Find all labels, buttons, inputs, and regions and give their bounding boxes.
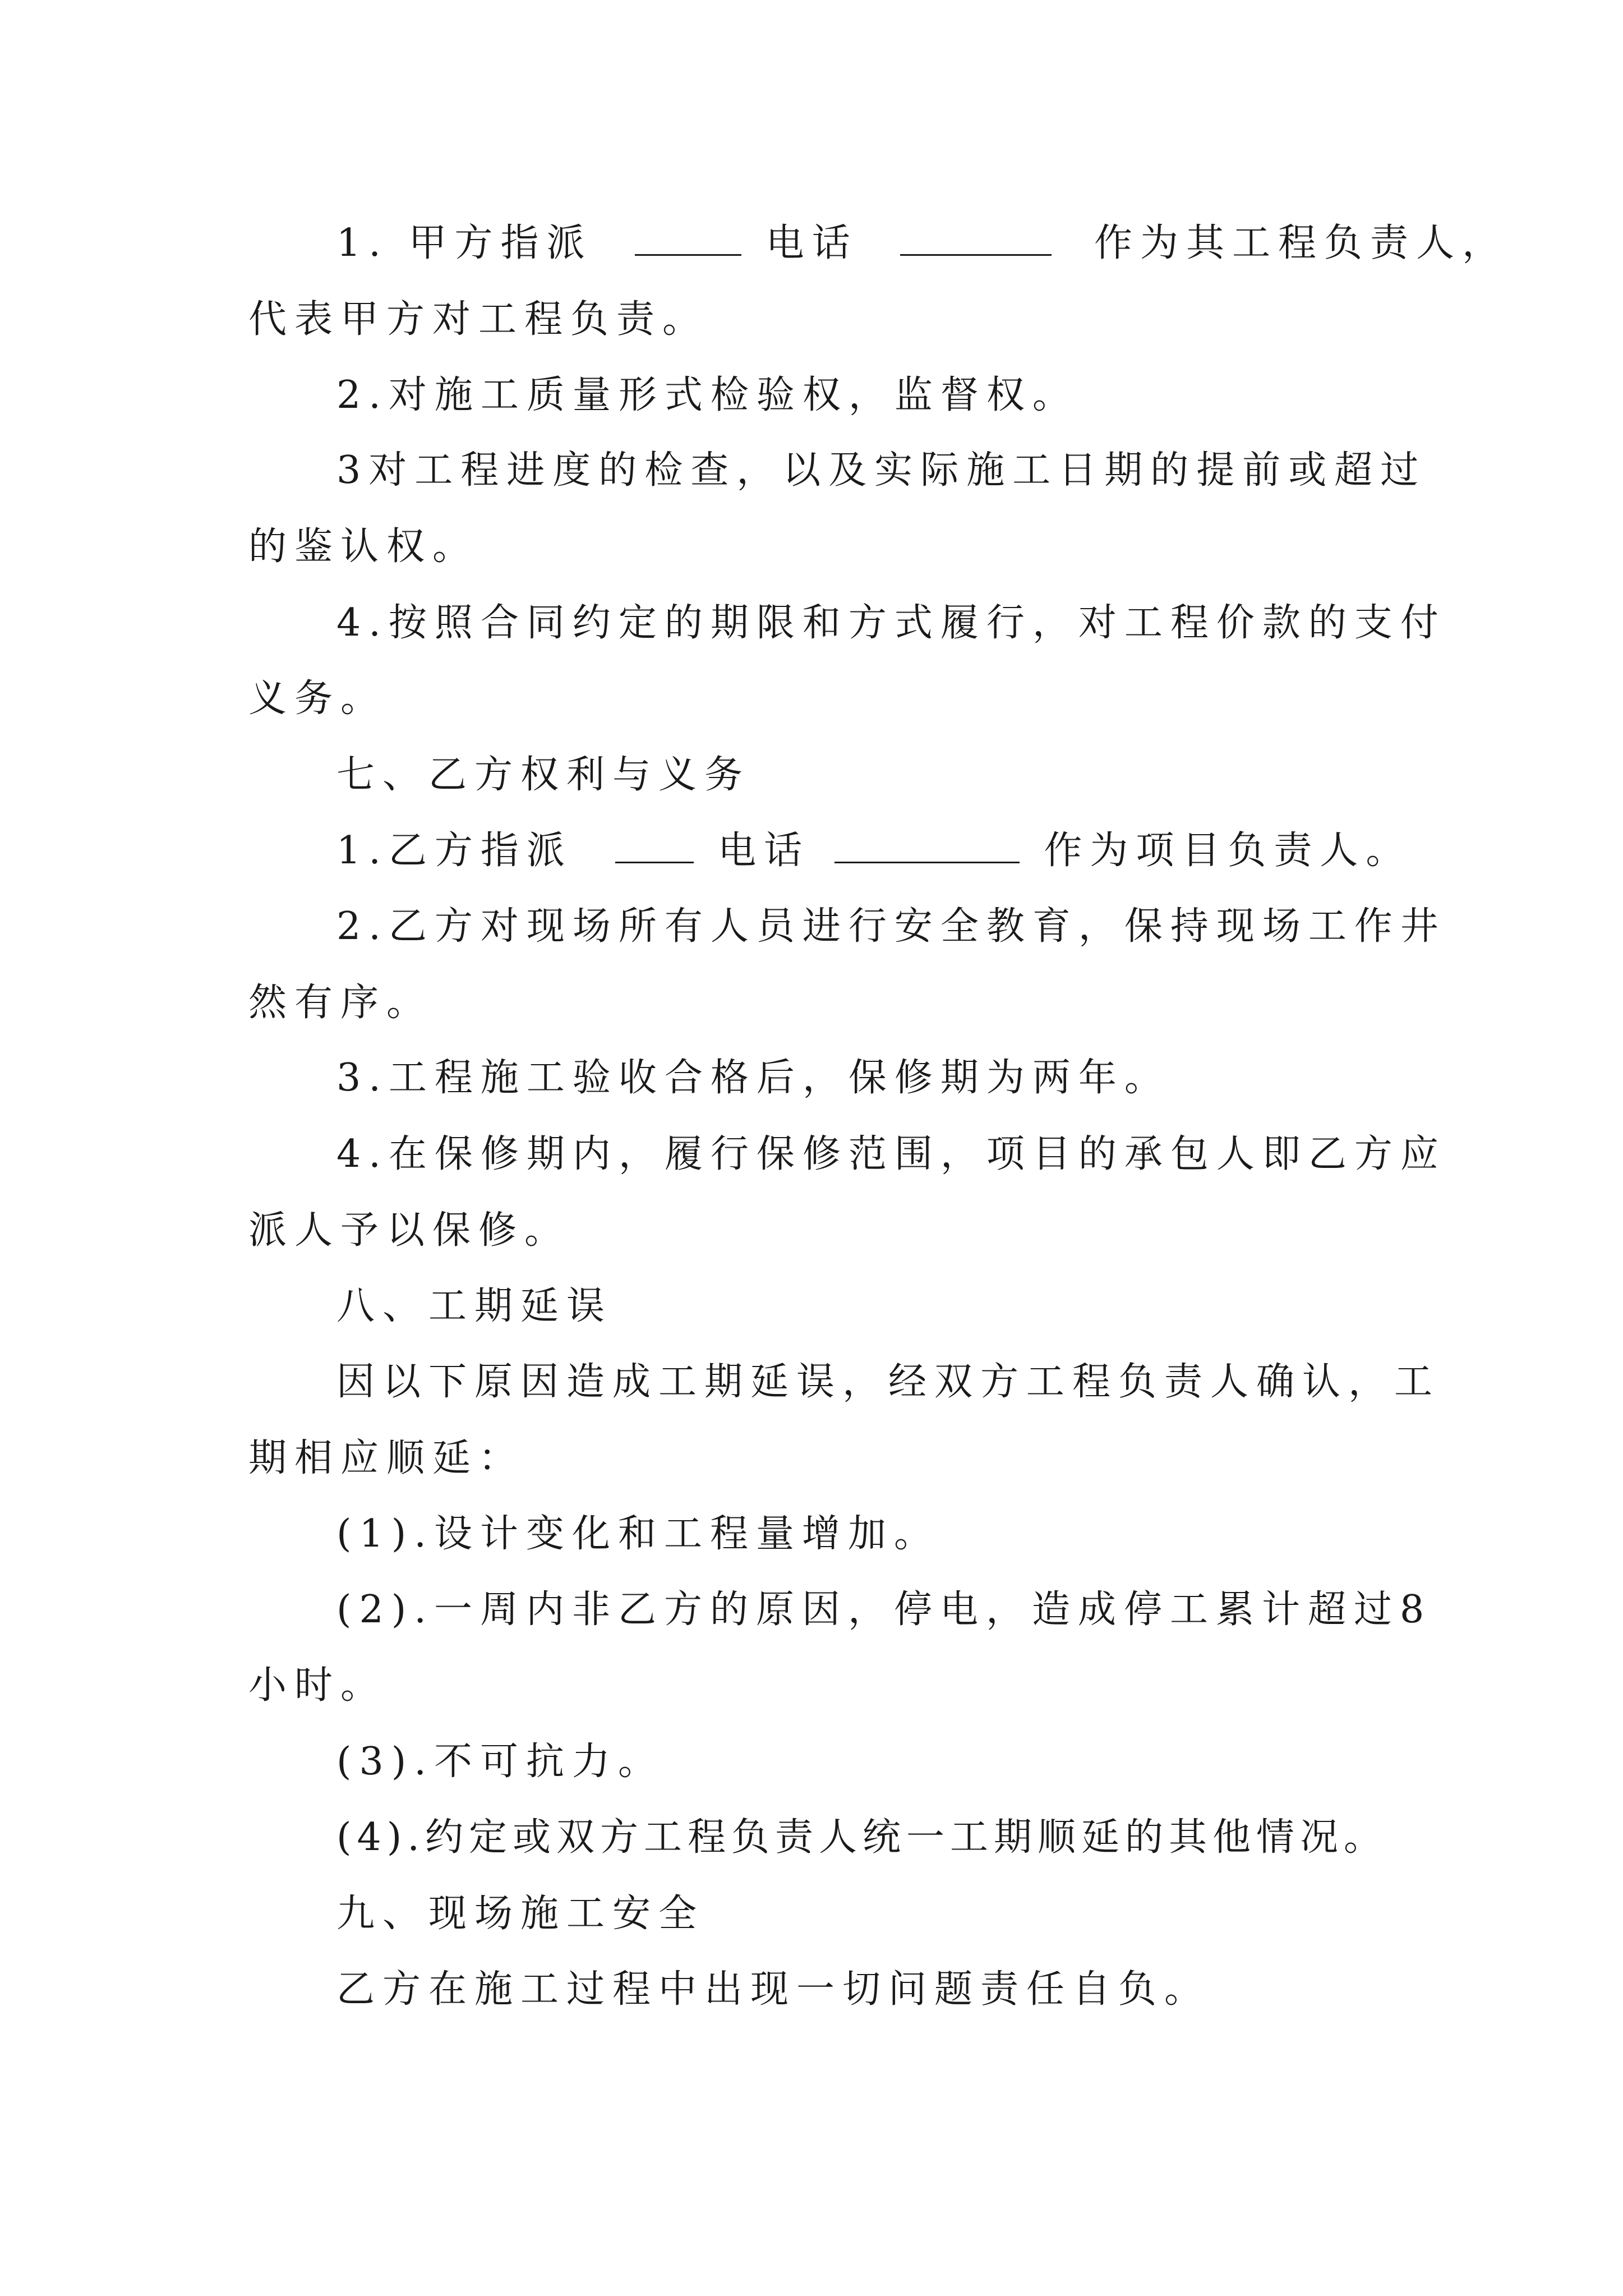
- party-a-representative-name-blank: [635, 222, 741, 256]
- party-b-phone-label: 电话: [718, 829, 810, 873]
- party-b-representative-suffix: 作为项目负责人。: [1044, 829, 1412, 873]
- party-a-phone-label: 电话: [766, 221, 858, 265]
- list-item: (1).设计变化和工程量增加。: [336, 1512, 940, 1556]
- paragraph-line: 4.按照合同约定的期限和方式履行，对工程价款的支付: [336, 601, 1446, 645]
- paragraph-line: 然有序。: [248, 981, 433, 1025]
- paragraph-line: 2.对施工质量形式检验权，监督权。: [336, 373, 1078, 417]
- party-b-representative-name-blank: [615, 829, 694, 863]
- party-b-representative-prefix: 1.乙方指派: [336, 829, 573, 873]
- paragraph-line: 小时。: [248, 1663, 387, 1708]
- list-item: (2).一周内非乙方的原因，停电，造成停工累计超过8: [336, 1588, 1432, 1632]
- paragraph-line: 代表甲方对工程负责。: [248, 297, 709, 342]
- party-a-phone-blank: [900, 222, 1052, 256]
- party-a-representative-suffix: 作为其工程负责人，: [1094, 221, 1509, 265]
- section-heading-delay: 八、工期延误: [336, 1284, 613, 1328]
- party-a-representative-line: [336, 218, 1508, 269]
- paragraph-line: 义务。: [248, 677, 387, 721]
- paragraph-line: 3对工程进度的检查，以及实际施工日期的提前或超过: [336, 448, 1427, 493]
- party-a-representative-prefix: 1. 甲方指派: [336, 221, 593, 265]
- section-heading-site-safety: 九、现场施工安全: [336, 1892, 705, 1936]
- paragraph-line: 3.工程施工验收合格后，保修期为两年。: [336, 1056, 1170, 1100]
- party-b-representative-line: [336, 826, 1412, 876]
- list-item: (3).不可抗力。: [336, 1740, 664, 1784]
- paragraph-line: 派人予以保修。: [248, 1208, 571, 1253]
- party-b-phone-blank: [834, 829, 1020, 863]
- paragraph-line: 乙方在施工过程中出现一切问题责任自负。: [336, 1967, 1211, 2012]
- paragraph-line: 期相应顺延：: [248, 1436, 525, 1480]
- paragraph-line: 2.乙方对现场所有人员进行安全教育，保持现场工作井: [336, 904, 1446, 949]
- section-heading-party-b-rights: 七、乙方权利与义务: [336, 753, 751, 797]
- paragraph-line: 的鉴认权。: [248, 524, 479, 569]
- list-item: (4).约定或双方工程负责人统一工期顺延的其他情况。: [336, 1815, 1387, 1860]
- paragraph-line: 4.在保修期内，履行保修范围，项目的承包人即乙方应: [336, 1132, 1446, 1176]
- paragraph-line: 因以下原因造成工期延误，经双方工程负责人确认，工: [336, 1360, 1441, 1404]
